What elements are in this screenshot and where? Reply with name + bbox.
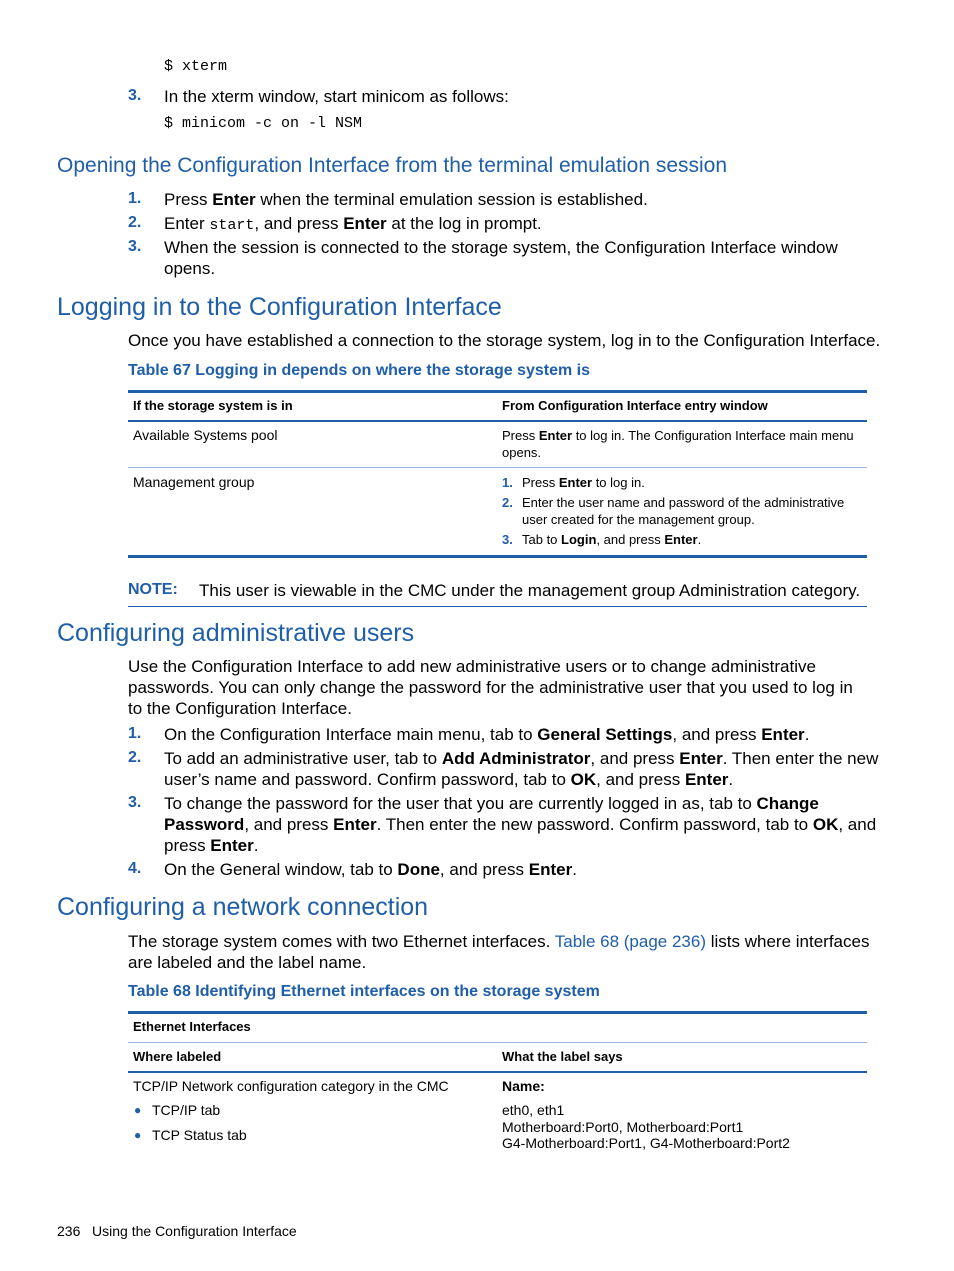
step-number: 3. xyxy=(128,794,142,811)
table-header-divider xyxy=(128,1042,867,1043)
paragraph: to the Configuration Interface. xyxy=(128,699,352,718)
step-text: On the Configuration Interface main menu, tab to General Settings, and press Enter. xyxy=(164,725,810,744)
page-number: 236 xyxy=(57,1223,81,1239)
table-cell: Management group xyxy=(133,474,255,490)
step-text: On the General window, tab to Done, and press Enter. xyxy=(164,860,577,879)
code-line-minicom: $ minicom -c on -l NSM xyxy=(164,115,363,132)
step-number: 1. xyxy=(128,190,142,207)
bullet-icon: ● xyxy=(134,1128,142,1142)
step-text: Press Enter when the terminal emulation session is established. xyxy=(164,190,648,209)
paragraph: passwords. You can only change the password for the administrative user that you used to log in xyxy=(128,678,853,697)
table-cell: user created for the management group. xyxy=(522,512,755,527)
table-caption: Table 67 Logging in depends on where the storage system is xyxy=(128,362,591,379)
footer-title: Using the Configuration Interface xyxy=(92,1223,297,1239)
code-line-xterm: $ xterm xyxy=(164,58,228,75)
table-cell: Tab to Login, and press Enter. xyxy=(522,532,702,547)
note-rule xyxy=(128,606,867,607)
step-text: press Enter. xyxy=(164,836,259,855)
table-top-rule xyxy=(128,390,867,393)
table-cell: TCP/IP tab xyxy=(152,1102,221,1118)
step-text: To add an administrative user, tab to Add Administrator, and press Enter. Then enter the new xyxy=(164,749,879,768)
step-number: 3. xyxy=(128,87,142,104)
table-cell: Available Systems pool xyxy=(133,427,278,443)
section-heading-logging: Logging in to the Configuration Interface xyxy=(57,293,502,321)
table-cell: TCP/IP Network configuration category in the CMC xyxy=(133,1078,449,1094)
table-cell: Press Enter to log in. The Configuration Interface main menu xyxy=(502,428,854,443)
paragraph: Once you have established a connection to the storage system, log in to the Configuration Interface. xyxy=(128,331,881,350)
table-header-cell: If the storage system is in xyxy=(133,398,293,413)
table-header-cell: What the label says xyxy=(502,1049,623,1064)
note-label: NOTE: xyxy=(128,581,178,598)
step-text: opens. xyxy=(164,259,216,278)
table-cell: Enter the user name and password of the administrative xyxy=(522,495,845,510)
step-text: To change the password for the user that you are currently logged in as, tab to Change xyxy=(164,794,819,813)
step-text: Enter start, and press Enter at the log in prompt. xyxy=(164,214,542,234)
step-number: 1. xyxy=(502,475,513,490)
step-text: When the session is connected to the storage system, the Configuration Interface window xyxy=(164,238,838,257)
step-number: 4. xyxy=(128,860,142,877)
paragraph: Use the Configuration Interface to add new administrative users or to change administrative xyxy=(128,657,816,676)
step-number: 2. xyxy=(502,495,513,510)
step-number: 2. xyxy=(128,214,142,231)
page-footer xyxy=(57,1223,297,1239)
step-number: 3. xyxy=(502,532,513,547)
section-heading-opening: Opening the Configuration Interface from the terminal emulation session xyxy=(57,154,728,177)
table-cell: Name: xyxy=(502,1078,545,1094)
table-header-cell: Where labeled xyxy=(133,1049,222,1064)
table-top-rule xyxy=(128,1011,867,1014)
note-text: This user is viewable in the CMC under the management group Administration category. xyxy=(199,581,861,600)
table-cell: G4-Motherboard:Port1, G4-Motherboard:Port2 xyxy=(502,1135,790,1151)
table-cell: opens. xyxy=(502,445,542,460)
table-cell: Press Enter to log in. xyxy=(522,475,645,490)
table-cell: TCP Status tab xyxy=(152,1127,247,1143)
paragraph: The storage system comes with two Ethernet interfaces. Table 68 (page 236) lists where interfaces xyxy=(128,932,870,951)
step-text: In the xterm window, start minicom as follows: xyxy=(164,87,509,106)
paragraph: are labeled and the label name. xyxy=(128,953,367,972)
table-cell: Motherboard:Port0, Motherboard:Port1 xyxy=(502,1119,744,1135)
step-text: Password, and press Enter. Then enter the new password. Confirm password, tab to OK, and xyxy=(164,815,877,834)
step-text: user’s name and password. Confirm password, tab to OK, and press Enter. xyxy=(164,770,734,789)
table-group-header: Ethernet Interfaces xyxy=(133,1019,251,1034)
step-number: 1. xyxy=(128,725,142,742)
table-row-rule xyxy=(128,467,867,468)
table-header-cell: From Configuration Interface entry window xyxy=(502,398,768,413)
table-caption: Table 68 Identifying Ethernet interfaces on the storage system xyxy=(128,983,600,1000)
section-heading-network: Configuring a network connection xyxy=(57,893,429,921)
table-link[interactable]: Table 68 (page 236) xyxy=(554,932,706,951)
section-heading-admin: Configuring administrative users xyxy=(57,619,415,647)
step-number: 2. xyxy=(128,749,142,766)
table-cell: eth0, eth1 xyxy=(502,1102,565,1118)
bullet-icon: ● xyxy=(134,1103,142,1117)
table-header-rule xyxy=(128,1071,867,1073)
table-header-rule xyxy=(128,420,867,422)
table-bottom-rule xyxy=(128,555,867,558)
step-number: 3. xyxy=(128,238,142,255)
